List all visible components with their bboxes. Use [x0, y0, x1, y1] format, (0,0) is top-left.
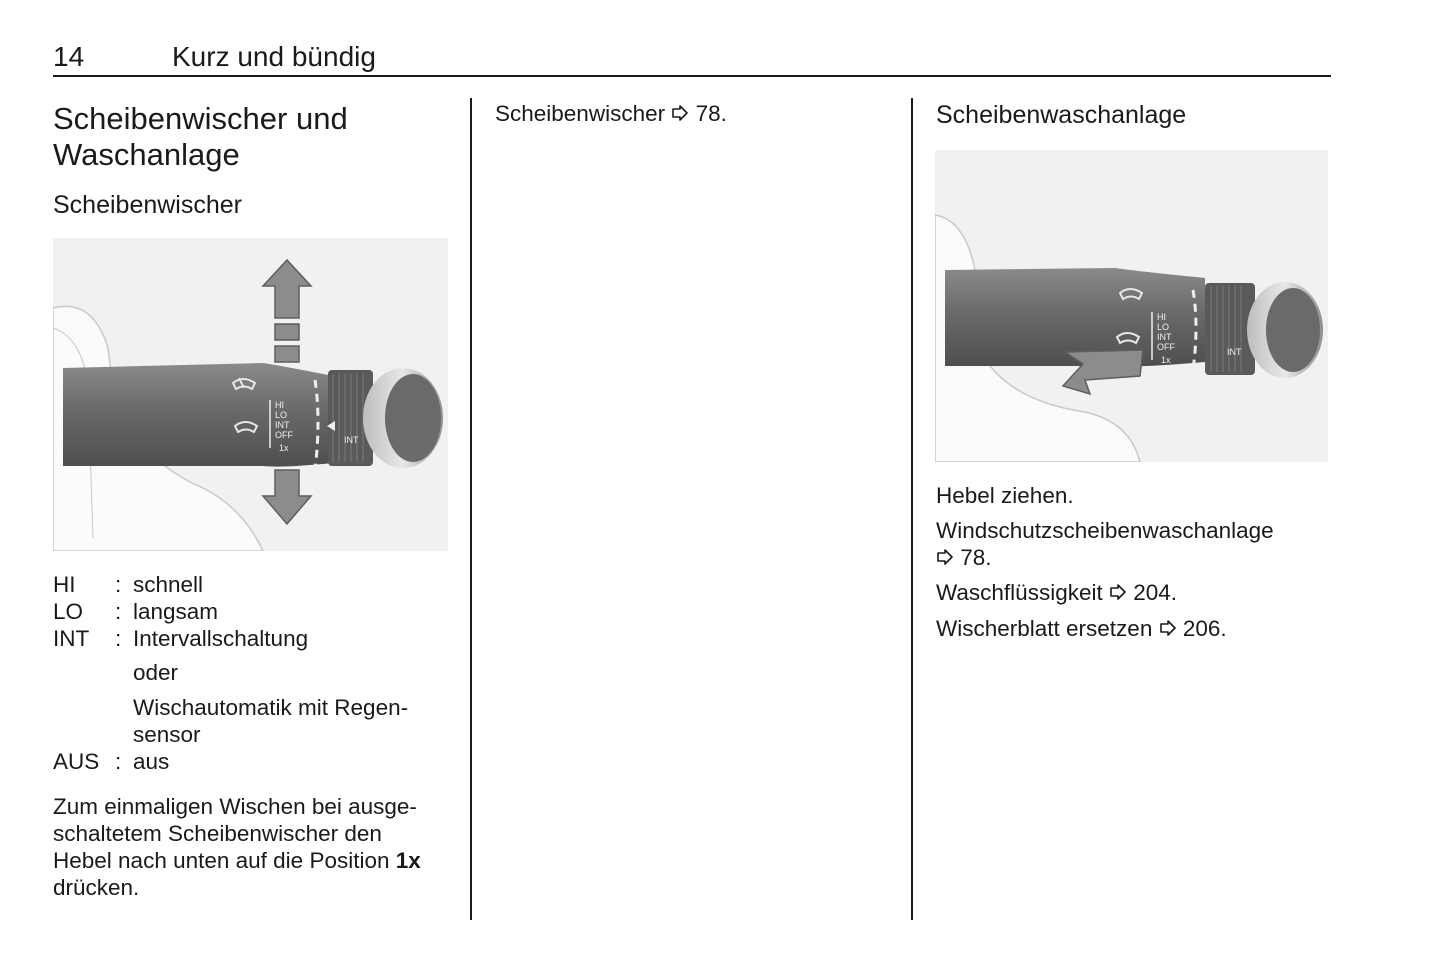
- lever-label-lo: LO: [275, 410, 288, 420]
- header-rule: [53, 75, 1331, 77]
- subheading-washer: Scheibenwaschanlage: [936, 101, 1187, 129]
- definition-int-or: oder: [133, 660, 179, 685]
- definition-row-aus: AUS : aus: [53, 749, 170, 774]
- page-number: 14: [53, 41, 85, 72]
- washer-lever-label-int: INT: [1157, 332, 1172, 342]
- wiper-lever-illustration: [53, 238, 448, 551]
- ring-label-int: INT: [344, 435, 359, 445]
- column-divider-1: [470, 98, 472, 920]
- reference-arrow-icon: [671, 105, 689, 121]
- lever-label-int: INT: [275, 420, 290, 430]
- lever-label-hi: HI: [275, 400, 284, 410]
- washer-lever-label-1x: 1x: [1161, 355, 1171, 365]
- reference-arrow-icon: [1159, 620, 1177, 636]
- washer-lever-label-lo: LO: [1157, 322, 1170, 332]
- reference-arrow-icon: [1109, 584, 1127, 600]
- section-heading: Scheibenwischer und Waschanlage: [53, 101, 348, 172]
- column-divider-2: [911, 98, 913, 920]
- definition-int-alt: Wischautomatik mit Regen- sensor: [133, 695, 409, 747]
- chapter-title: Kurz und bündig: [172, 41, 376, 72]
- washer-lever-label-off: OFF: [1157, 342, 1175, 352]
- subheading-wiper: Scheibenwischer: [53, 191, 242, 219]
- windscreen-washer-reference-link[interactable]: Windschutzscheibenwaschanlage 78.: [936, 518, 1274, 570]
- washer-lever-illustration: [935, 150, 1328, 462]
- wiper-blade-reference-link[interactable]: Wischerblatt ersetzen 206.: [936, 616, 1227, 641]
- reference-arrow-icon: [936, 549, 954, 565]
- washer-ring-label-int: INT: [1227, 347, 1242, 357]
- washer-fluid-reference-link[interactable]: Waschflüssigkeit 204.: [936, 580, 1178, 605]
- washer-lever-label-hi: HI: [1157, 312, 1166, 322]
- position-1x: 1x: [395, 848, 421, 873]
- lever-label-off: OFF: [275, 430, 293, 440]
- single-wipe-paragraph: Zum einmaligen Wischen bei ausge- schaltetem Scheibenwischer den Hebel nach unten auf die Position 1x drücken.: [53, 794, 421, 900]
- washer-instruction: Hebel ziehen.: [936, 483, 1074, 508]
- wiper-reference-link[interactable]: Scheibenwischer 78.: [495, 101, 727, 126]
- lever-label-1x: 1x: [279, 443, 289, 453]
